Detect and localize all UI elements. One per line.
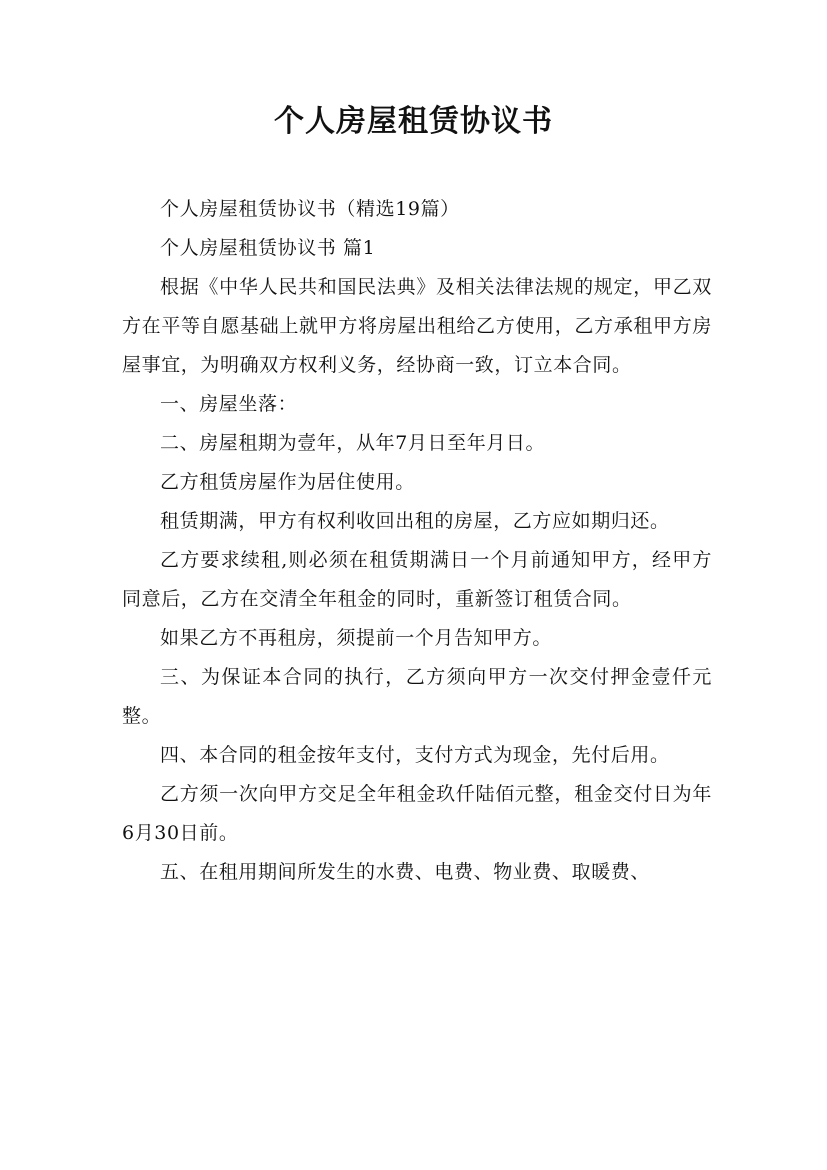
paragraph-notice: 如果乙方不再租房，须提前一个月告知甲方。 xyxy=(160,627,553,649)
paragraph-clause-3: 三、为保证本合同的执行，乙方须向甲方一次交付押金壹仟元整。 xyxy=(122,666,712,727)
paragraph-renewal: 乙方要求续租,则必须在租赁期满日一个月前通知甲方，经甲方同意后，乙方在交清全年租金的同时，重新签订租赁合同。 xyxy=(122,549,712,610)
paragraph-clause-2: 二、房屋租期为壹年，从年7月日至年月日。 xyxy=(160,432,546,454)
paragraph-expiry: 租赁期满，甲方有权利收回出租的房屋，乙方应如期归还。 xyxy=(160,510,670,532)
paragraph-clause-1: 一、房屋坐落： xyxy=(160,393,298,415)
document-title: 个人房屋租赁协议书 xyxy=(274,104,553,139)
paragraph-rent-payment: 乙方须一次向甲方交足全年租金玖仟陆佰元整，租金交付日为年6月30日前。 xyxy=(122,783,712,844)
paragraph-usage: 乙方租赁房屋作为居住使用。 xyxy=(160,471,415,493)
paragraph-subtitle: 个人房屋租赁协议书（精选19篇） xyxy=(160,198,460,220)
paragraph-clause-5: 五、在租用期间所发生的水费、电费、物业费、取暖费、 xyxy=(160,861,651,883)
paragraph-preamble: 根据《中华人民共和国民法典》及相关法律法规的规定，甲乙双方在平等自愿基础上就甲方将房屋出租给乙方使用，乙方承租甲方房屋事宜，为明确双方权利义务，经协商一致，订立本合同。 xyxy=(122,276,712,376)
document-body xyxy=(122,190,712,892)
paragraph-clause-4: 四、本合同的租金按年支付，支付方式为现金，先付后用。 xyxy=(160,744,670,766)
paragraph-section-heading: 个人房屋租赁协议书 篇1 xyxy=(160,237,376,259)
